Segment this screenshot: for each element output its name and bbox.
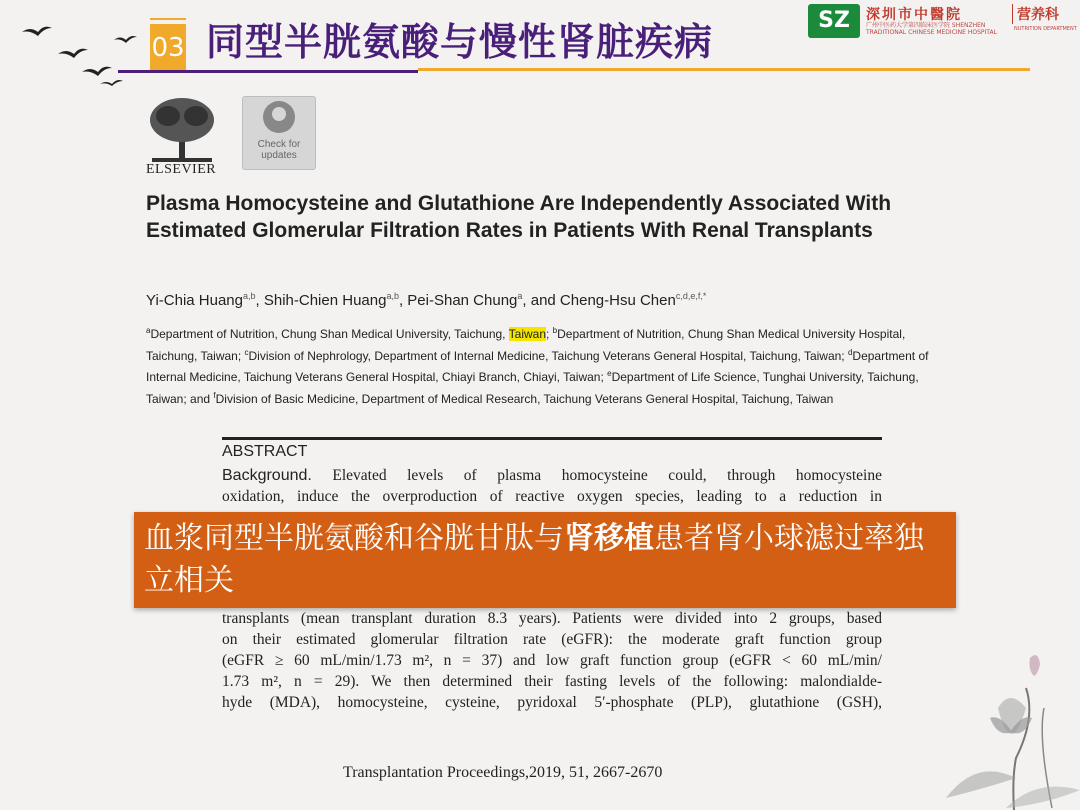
hospital-logo: [808, 4, 860, 38]
affil-f-text: Division of Basic Medicine, Department of Medical Research, Taichung Veterans General Hospital, Taichung, Taiwan: [215, 391, 834, 406]
affil-a-text: Department of Nutrition, Chung Shan Medical University, Taichung,: [150, 327, 509, 341]
abstract-continued: [222, 598, 882, 713]
update-badge-text: Check for updates: [257, 139, 301, 161]
hospital-name: 深圳市中醫院: [866, 7, 962, 23]
caption-text: [144, 518, 944, 602]
department-name: 营养科: [1012, 4, 1059, 24]
paper-page: [128, 80, 968, 730]
affiliations: $^a$Department of Nutrition, Chung Shan Medical University, Taichung, Taiwan; $^b$Department of Nutrition, Chung Shan Medical University Hospital, Taichung, Taiwan; $^c$Division of Nephrology, Department of Internal Medicine, Taichung Veterans General Hospital, Taichung, Taiwan; $^d$Department of Internal Medicine, Taichung Veterans General Hospital, Chiayi Branch, Chiayi, Taiwan; $^e$Department of Life Science, Tunghai University, Taichung, Taiwan; and $^f$Division of Basic Medicine, Department of Medical Research, Taichung Veterans General Hospital, Taichung, Taiwan: [146, 326, 929, 406]
affil-e-text: Department of Life Science, Tunghai University, Taichung, Taiwan; and: [146, 370, 919, 406]
affil-c-text: Division of Nephrology, Department of Internal Medicine, Taichung Veterans General Hospital, Taichung, Taiwan;: [248, 348, 848, 363]
citation: Transplantation Proceedings,2019, 51, 2667-2670: [343, 764, 663, 781]
author-sup: a,b: [243, 291, 256, 301]
affil-d-text: Department of Internal Medicine, Taichung Veterans General Hospital, Chiayi Branch, Chiayi, Taiwan;: [146, 348, 929, 384]
paper-title: Plasma Homocysteine and Glutathione Are Independently Associated With Estimated Glomerular Filtration Rates in Patients With Renal Transplants: [146, 192, 892, 242]
author-name: Pei-Shan Chung: [407, 292, 518, 309]
author-sup: c,d,e,f,*: [675, 291, 707, 301]
section-number-top-rule: [150, 18, 186, 20]
section-number: 03: [150, 24, 186, 72]
abstract-heading: ABSTRACT: [222, 443, 308, 460]
caption-bold: 肾移植: [564, 521, 654, 556]
update-badge-circle: [263, 101, 295, 133]
author-sup: a,b: [386, 291, 399, 301]
abstract-line: transplants (mean transplant duration 8.3 years). Patients were divided into 2 groups, based: [222, 610, 882, 627]
hospital-logo-letters: SZ: [818, 8, 850, 33]
affil-sup: e: [607, 369, 612, 378]
affil-sup: b: [552, 326, 558, 335]
affil-sup: a: [146, 326, 151, 335]
title-underline-purple: [118, 70, 418, 73]
highlighted-word: Taiwan: [508, 327, 546, 341]
author-list: Yi-Chia Huang$^{a,b}$, Shih-Chien Huang$^{a,b}$, Pei-Shan Chung$^a$, and Cheng-Hsu Chen$^{c,d,e,f,*}$: [146, 291, 707, 309]
title-underline-orange: [418, 68, 1030, 71]
author-name: Cheng-Hsu Chen: [559, 292, 676, 309]
affil-sup: c: [244, 347, 249, 357]
lotus-decoration-icon: [946, 648, 1080, 810]
department-subtitle: NUTRITION DEPARTMENT: [1014, 26, 1077, 32]
hospital-subtitle: 广州中医药大学第四临床医学院 SHENZHEN TRADITIONAL CHINESE MEDICINE HOSPITAL: [866, 22, 997, 36]
author-name: Yi-Chia Huang: [146, 292, 243, 309]
caption-overlay: [134, 512, 956, 608]
abstract-line: on their estimated glomerular filtration rate (eGFR): the moderate graft function group: [222, 631, 882, 648]
author-sup: a: [517, 291, 523, 301]
abstract-line: oxidation, induce the overproduction of reactive oxygen species, leading to a reduction in: [222, 488, 882, 505]
abstract-line: [222, 465, 882, 486]
abstract-line-text: Elevated levels of plasma homocysteine could, through homocysteine: [332, 467, 882, 484]
author-name: Shih-Chien Huang: [263, 292, 387, 309]
caption-part1: 血浆同型半胱氨酸和谷胱甘肽与: [144, 521, 564, 556]
check-for-updates-icon[interactable]: [242, 96, 316, 170]
elsevier-tree-icon: [146, 96, 218, 164]
abstract-line: 1.73 m², n = 29). We then determined their fasting levels of the following: malondialde-: [222, 673, 882, 690]
caption-part2: 患者肾小球滤过率独立相关: [144, 521, 924, 598]
abstract-rule: [222, 437, 882, 440]
affil-sup: d: [847, 347, 853, 357]
publisher-name: ELSEVIER: [146, 162, 217, 177]
affil-b-text: Department of Nutrition, Chung Shan Medical University Hospital, Taichung, Taiwan;: [146, 327, 906, 363]
background-label: Background.: [222, 467, 312, 484]
abstract: [222, 443, 882, 507]
abstract-line: hyde (MDA), homocysteine, cysteine, pyridoxal 5′-phosphate (PLP), glutathione (GSH),: [222, 694, 882, 711]
slide-title: 同型半胱氨酸与慢性肾脏疾病: [206, 20, 714, 64]
abstract-line: (eGFR ≥ 60 mL/min/1.73 m², n = 37) and low graft function group (eGFR < 60 mL/min/: [222, 652, 882, 669]
affil-sup: f: [213, 390, 216, 400]
